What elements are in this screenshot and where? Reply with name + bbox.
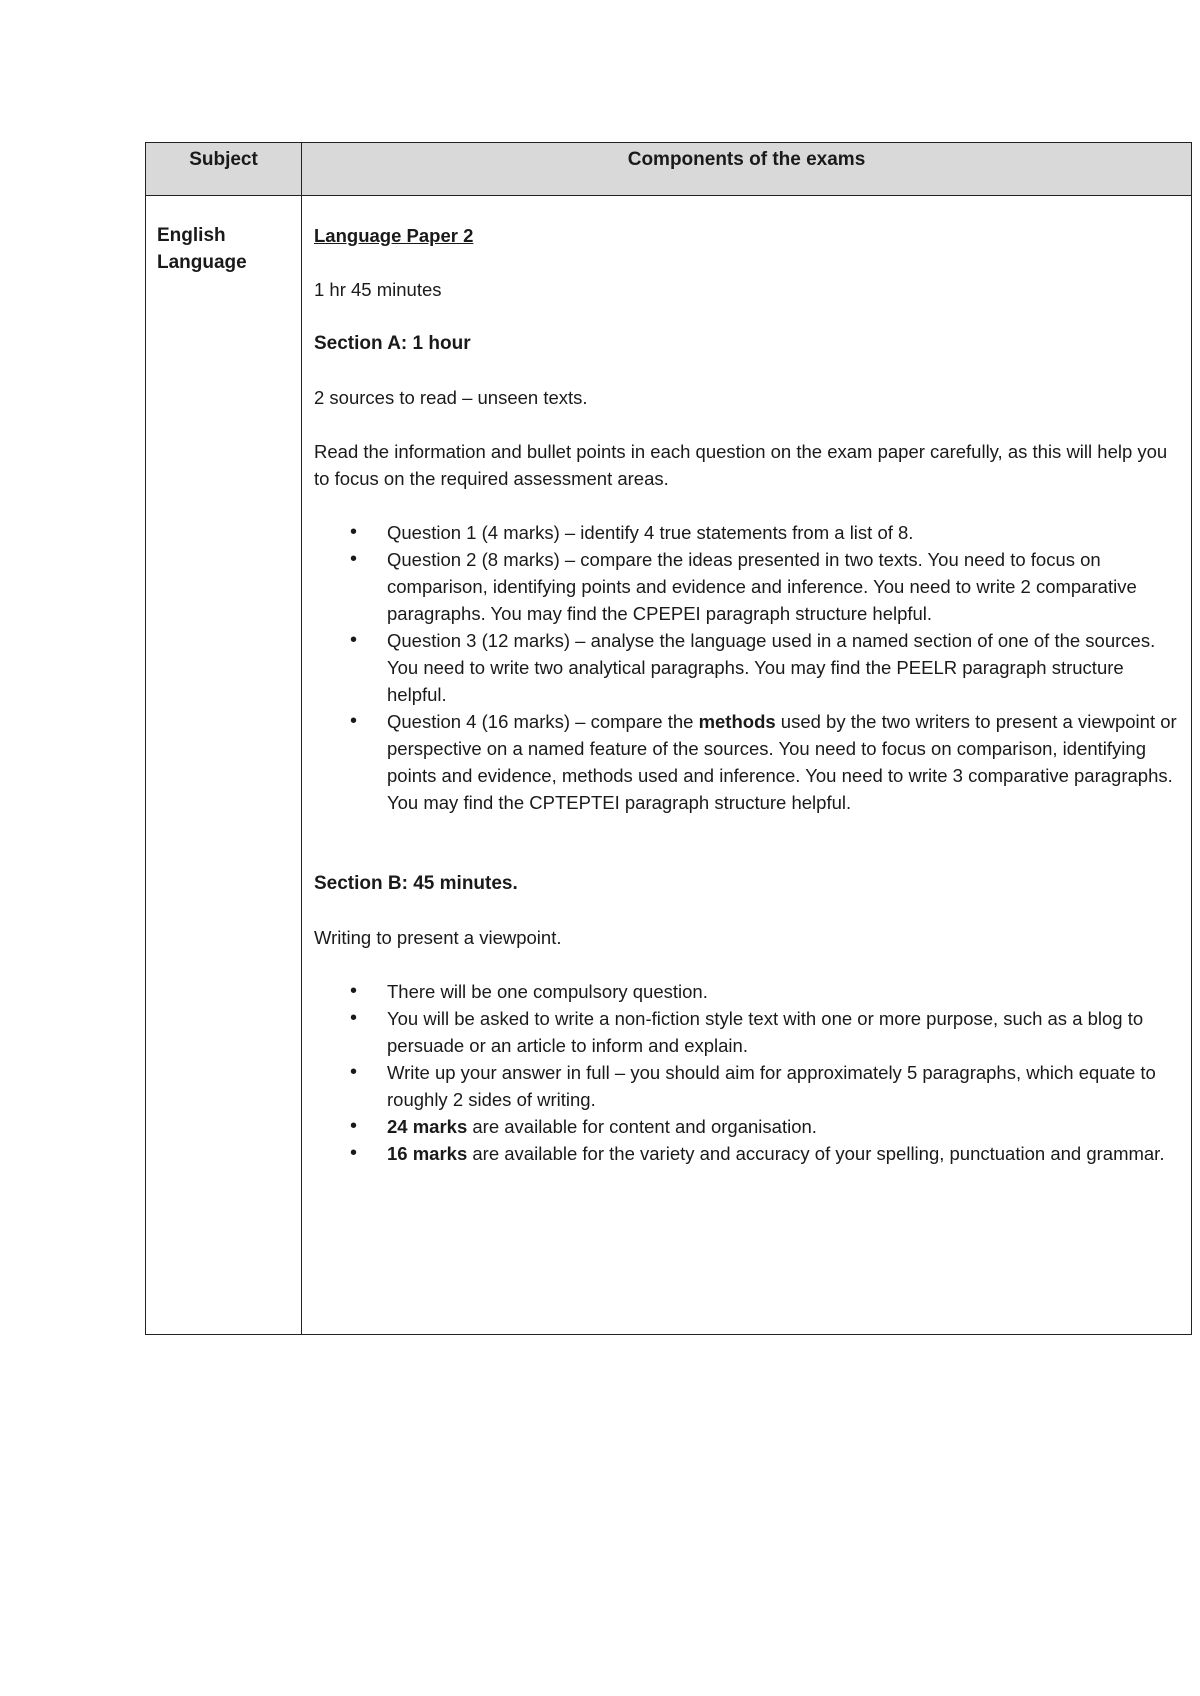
list-item: • You will be asked to write a non-fiction style text with one or more purpose, such as a blog to persuade or an article to inform and explain. bbox=[387, 1005, 1179, 1059]
bullet-emphasis: 24 marks bbox=[387, 1116, 468, 1137]
bullet-text: used by the two writers to present a viewpoint or perspective on a named feature of the sources. You need to focus on comparison, identifying points and evidence, methods used and inference. You need to write 3 comparative paragraphs. You may find the CPTEPTEI paragraph structure helpful. bbox=[387, 711, 1177, 813]
bullet-emphasis: 16 marks bbox=[387, 1143, 468, 1164]
header-subject: Subject bbox=[146, 143, 302, 196]
header-components: Components of the exams bbox=[302, 143, 1192, 196]
section-b-bullet-list bbox=[314, 978, 1179, 1167]
bullet-text: are available for the variety and accuracy of your spelling, punctuation and grammar. bbox=[467, 1143, 1165, 1164]
bullet-emphasis: methods bbox=[698, 711, 776, 732]
section-a-instruction: Read the information and bullet points in each question on the exam paper carefully, as this will help you to focus on the required assessment areas. bbox=[314, 441, 1168, 489]
components-cell bbox=[302, 196, 1192, 1335]
paper-duration: 1 hr 45 minutes bbox=[314, 279, 442, 300]
section-a-bullet-list bbox=[314, 519, 1179, 816]
list-item: • Question 1 (4 marks) – identify 4 true statements from a list of 8. bbox=[387, 519, 1179, 546]
section-b-intro: Writing to present a viewpoint. bbox=[314, 927, 562, 948]
section-a-heading: Section A: 1 hour bbox=[314, 333, 471, 354]
list-item: • Write up your answer in full – you should aim for approximately 5 paragraphs, which equate to roughly 2 sides of writing. bbox=[387, 1059, 1179, 1113]
bullet-text: Question 4 (16 marks) – compare the bbox=[387, 711, 699, 732]
subject-cell: English Language bbox=[146, 196, 302, 1335]
list-item: • There will be one compulsory question. bbox=[387, 978, 1179, 1005]
table-header-row bbox=[146, 143, 1192, 196]
list-item: • Question 2 (8 marks) – compare the ideas presented in two texts. You need to focus on comparison, identifying points and evidence and inference. You need to write 2 comparative paragraphs. You may find the CPEPEI paragraph structure helpful. bbox=[387, 546, 1179, 627]
exam-components-table bbox=[145, 142, 1192, 1335]
list-item bbox=[387, 708, 1179, 816]
section-a-intro: 2 sources to read – unseen texts. bbox=[314, 387, 588, 408]
list-item bbox=[387, 1113, 1179, 1140]
list-item bbox=[387, 1140, 1179, 1167]
list-item: • Question 3 (12 marks) – analyse the language used in a named section of one of the sources. You need to write two analytical paragraphs. You may find the PEELR paragraph structure helpful. bbox=[387, 627, 1179, 708]
table-row bbox=[146, 196, 1192, 1335]
paper-title: Language Paper 2 bbox=[314, 225, 474, 246]
bullet-text: are available for content and organisation. bbox=[467, 1116, 817, 1137]
section-b-heading: Section B: 45 minutes. bbox=[314, 873, 518, 894]
